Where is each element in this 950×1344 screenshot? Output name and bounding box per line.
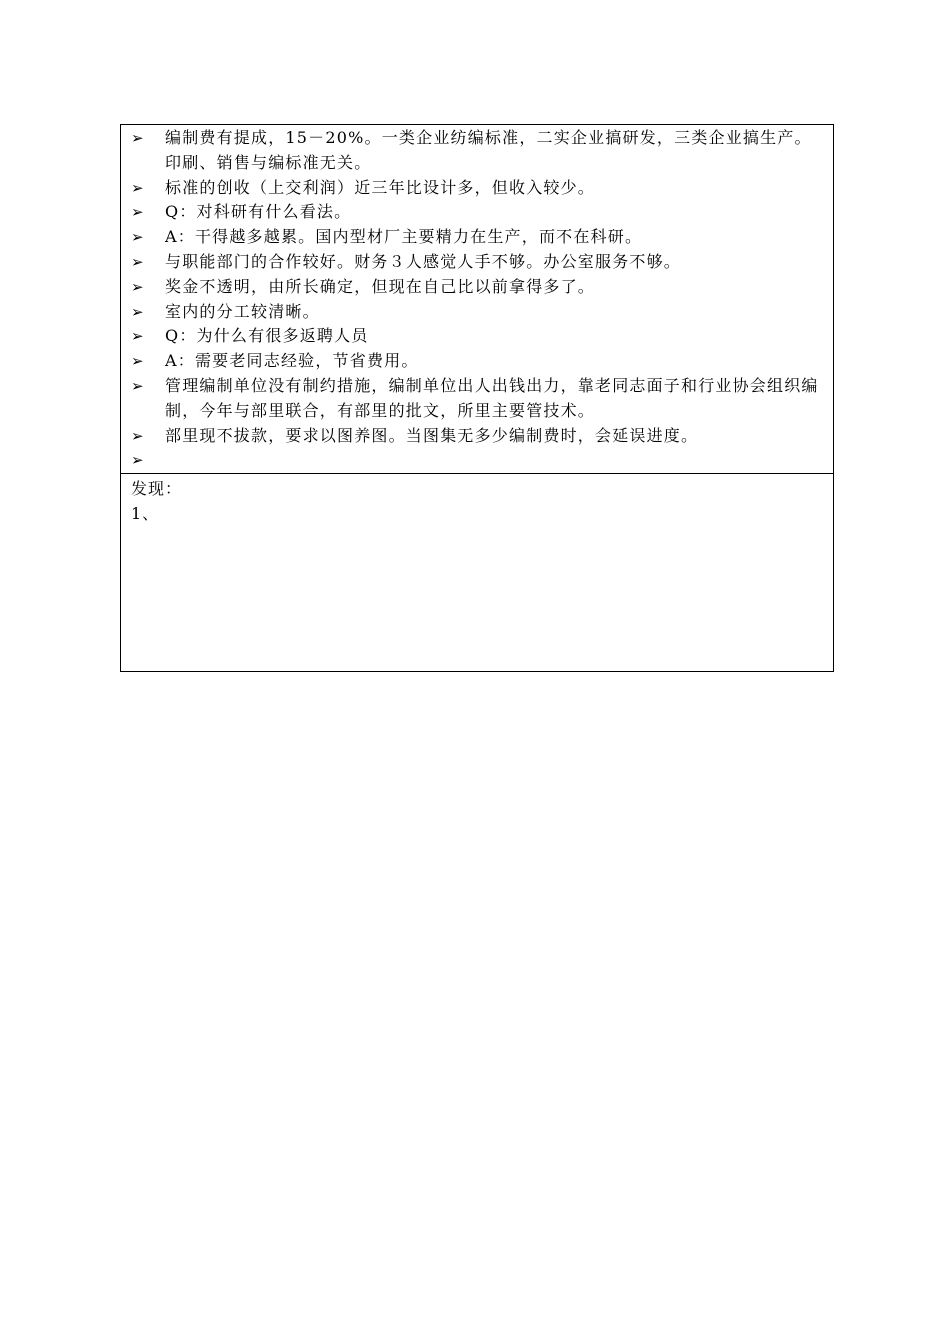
bullet-text: 管理编制单位没有制约措施，编制单位出人出钱出力，靠老同志面子和行业协会组织编制，今年与部里联合，有部里的批文，所里主要管技术。 (165, 375, 819, 420)
arrow-bullet-icon: ➢ (131, 327, 144, 346)
arrow-bullet-icon: ➢ (131, 277, 144, 296)
interview-table (120, 124, 834, 672)
bullet-item (131, 275, 825, 300)
bullet-text: 奖金不透明，由所长确定，但现在自己比以前拿得多了。 (165, 276, 596, 296)
bullet-item (131, 176, 825, 201)
bullet-item (131, 349, 825, 374)
arrow-bullet-icon: ➢ (131, 178, 144, 197)
bullet-text: 室内的分工较清晰。 (165, 301, 320, 321)
arrow-bullet-icon: ➢ (131, 252, 144, 271)
findings-cell (121, 474, 833, 671)
bullet-item (131, 374, 825, 424)
bullet-item (131, 250, 825, 275)
bullet-item (131, 324, 825, 349)
arrow-bullet-icon: ➢ (131, 352, 144, 371)
findings-label: 发现： (131, 479, 183, 498)
bullet-item (131, 225, 825, 250)
bullet-item (131, 300, 825, 325)
bullet-text: 部里现不拔款，要求以图养图。当图集无多少编制费时，会延误进度。 (165, 425, 699, 445)
bullet-text: Q：为什么有很多返聘人员 (165, 326, 369, 346)
interview-notes-cell (121, 125, 833, 474)
arrow-bullet-icon: ➢ (131, 302, 144, 321)
arrow-bullet-icon: ➢ (131, 426, 144, 445)
arrow-bullet-icon: ➢ (131, 451, 144, 470)
arrow-bullet-icon: ➢ (131, 376, 144, 395)
bullet-text: 编制费有提成，15－20%。一类企业纺编标准，二实企业搞研发，三类企业搞生产。印刷、销售与编标准无关。 (165, 128, 812, 172)
bullet-text: 标准的创收（上交利润）近三年比设计多，但收入较少。 (165, 177, 596, 197)
bullet-text: 与职能部门的合作较好。财务３人感觉人手不够。办公室服务不够。 (165, 251, 682, 271)
bullet-item (131, 126, 825, 176)
bullet-text: A：需要老同志经验，节省费用。 (165, 351, 419, 371)
arrow-bullet-icon: ➢ (131, 203, 144, 222)
finding-item: 1、 (131, 504, 160, 523)
arrow-bullet-icon: ➢ (131, 228, 144, 247)
bullet-item (131, 200, 825, 225)
bullet-item-empty (131, 448, 825, 473)
bullet-text: A：干得越多越累。国内型材厂主要精力在生产，而不在科研。 (165, 227, 643, 247)
bullet-text: Q：对科研有什么看法。 (165, 202, 352, 222)
arrow-bullet-icon: ➢ (131, 129, 144, 147)
bullet-item (131, 424, 825, 449)
